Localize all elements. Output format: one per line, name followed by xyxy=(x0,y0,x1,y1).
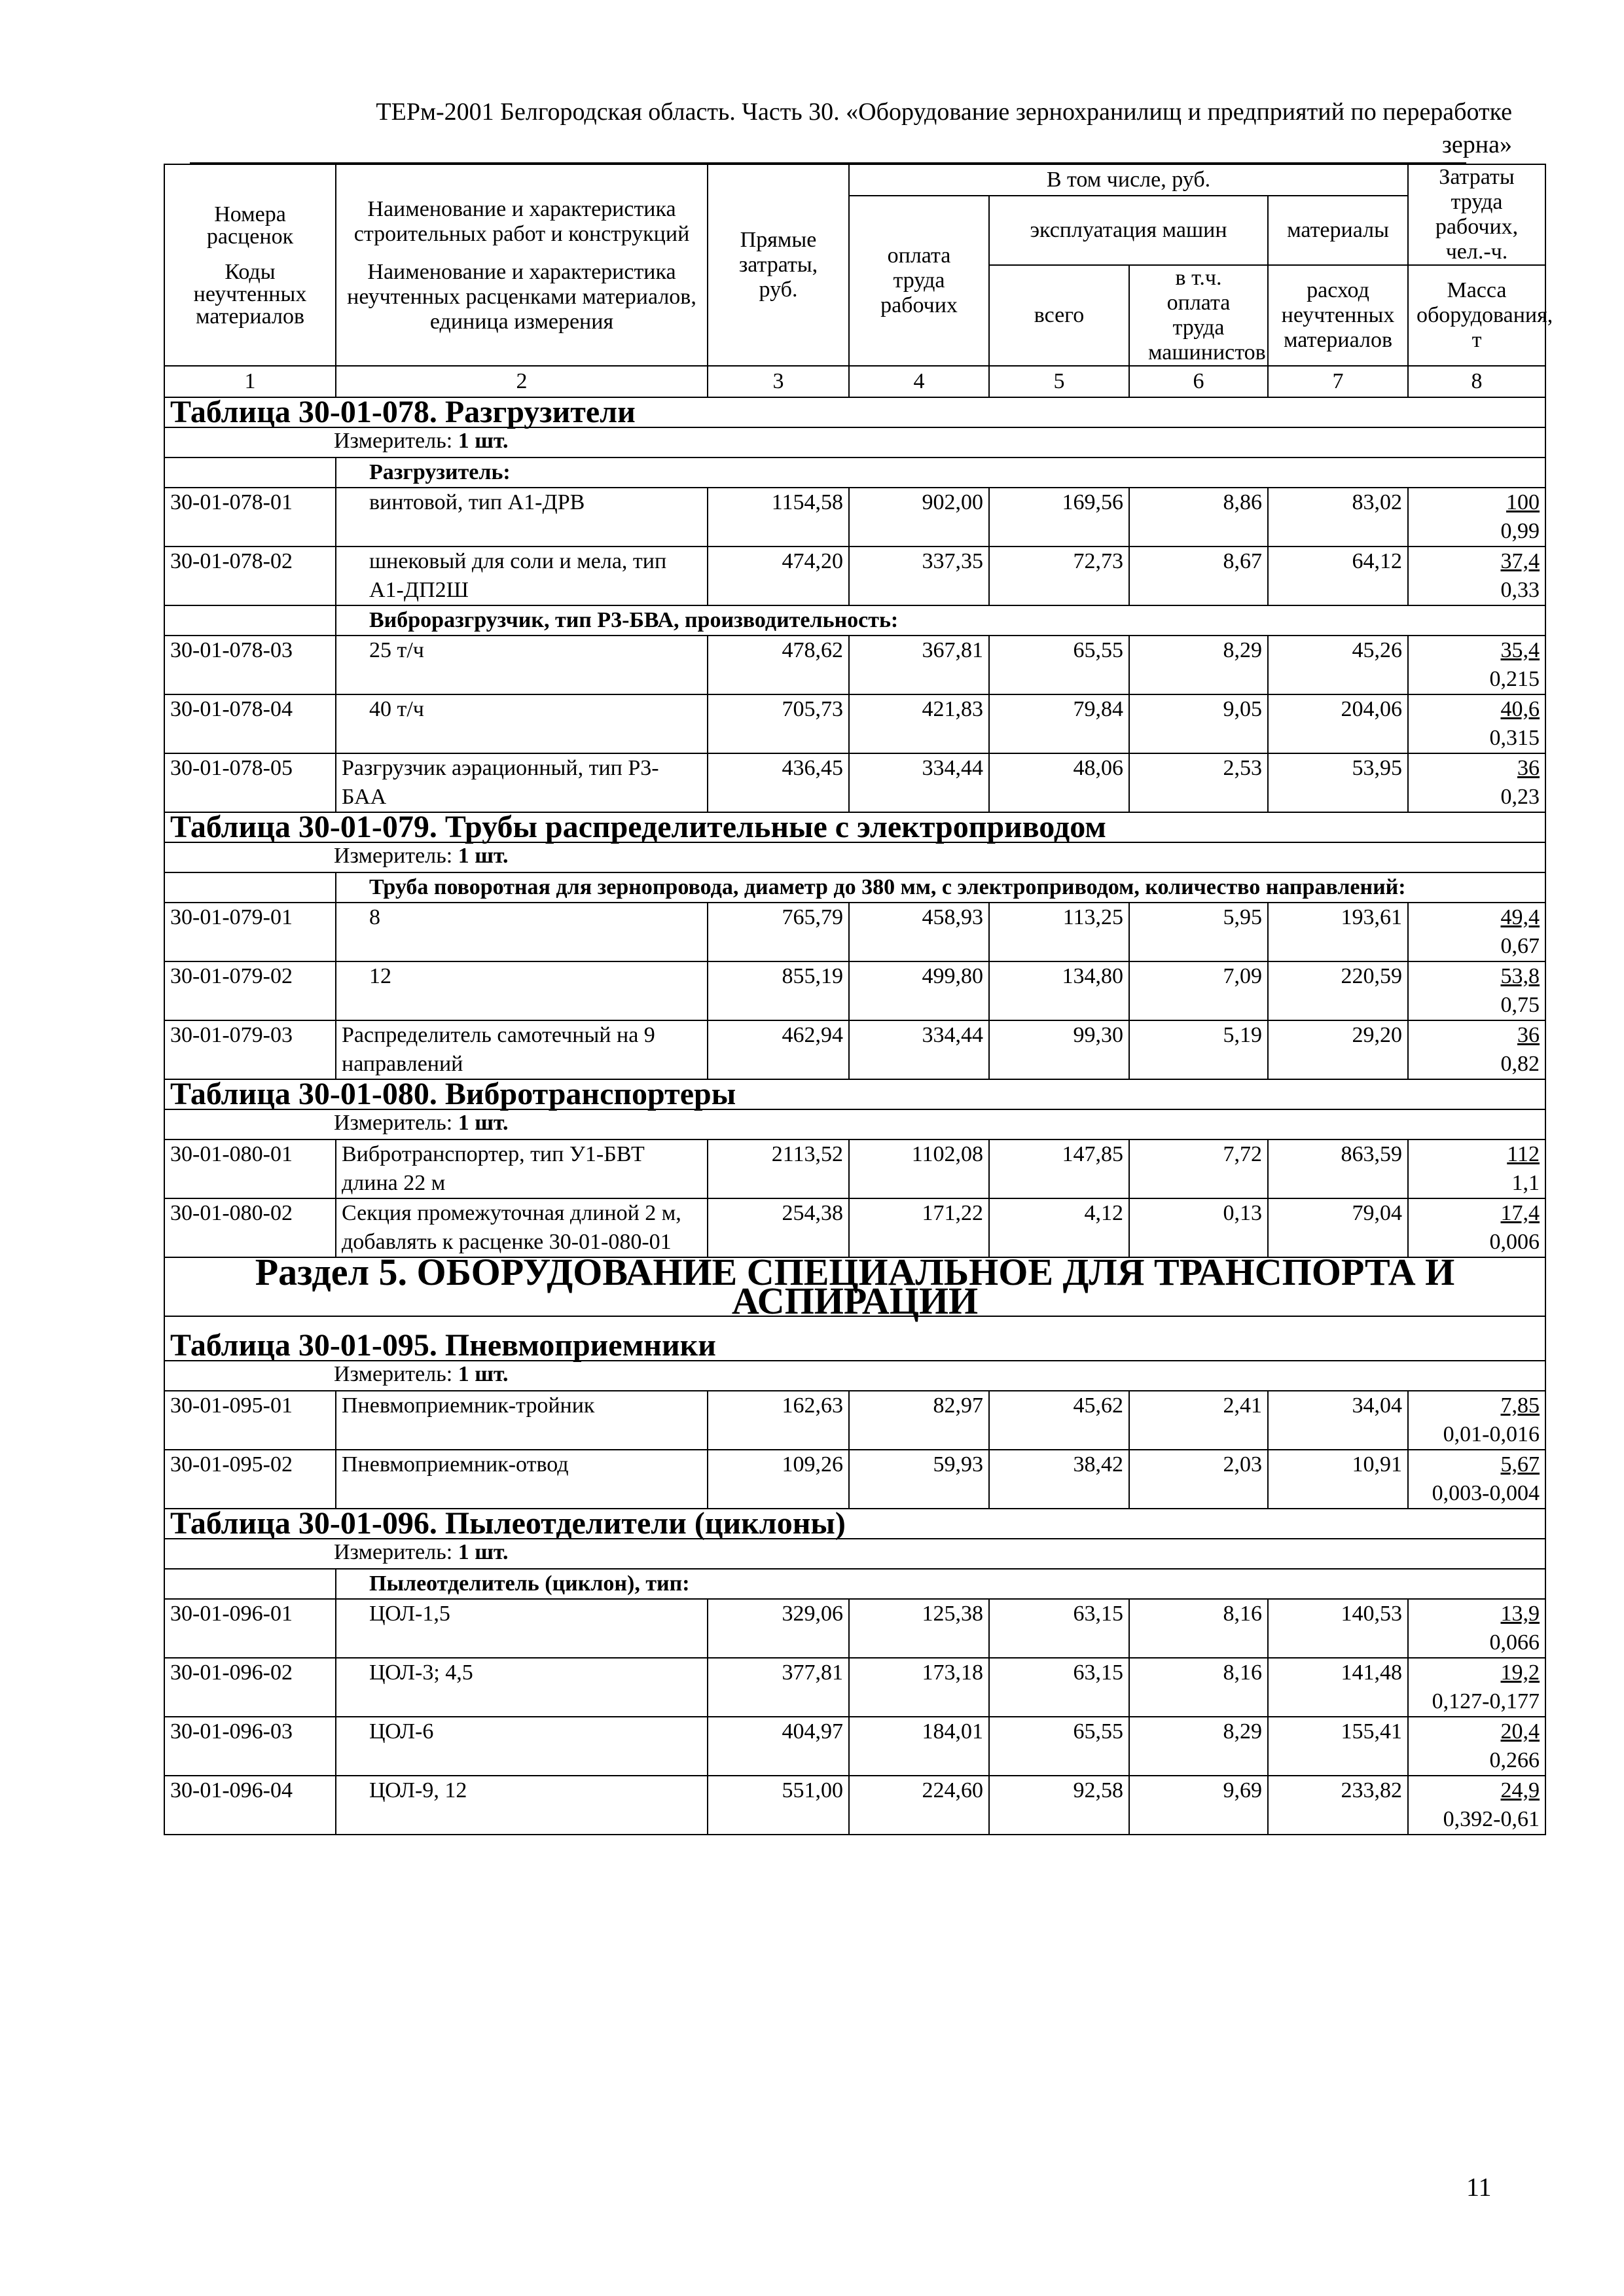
materials-header: материалы xyxy=(1268,196,1408,265)
labor-mass-cell xyxy=(1408,488,1545,547)
work-name: Распределитель самотечный на 9 направлений xyxy=(336,1020,708,1079)
table-title: Таблица 30-01-096. Пылеотделители (циклоны) xyxy=(164,1509,1545,1539)
value-c5: 92,58 xyxy=(989,1776,1129,1835)
value-c7: 83,02 xyxy=(1268,488,1408,547)
measure-row xyxy=(164,427,1545,457)
value-c5: 45,62 xyxy=(989,1391,1129,1450)
value-c6: 8,86 xyxy=(1129,488,1268,547)
measure-value: 1 шт. xyxy=(458,844,509,868)
value-c7: 204,06 xyxy=(1268,694,1408,753)
labor-mass-cell xyxy=(1408,1391,1545,1450)
value-c6: 8,16 xyxy=(1129,1658,1268,1717)
measure-cell xyxy=(164,1109,1545,1139)
table-row xyxy=(164,1020,1545,1079)
labor-mass-cell xyxy=(1408,1599,1545,1658)
labor-mass-cell xyxy=(1408,694,1545,753)
col-number: 7 xyxy=(1268,366,1408,397)
value-c7: 863,59 xyxy=(1268,1139,1408,1198)
rate-code: 30-01-096-02 xyxy=(164,1658,336,1717)
section-heading-row xyxy=(164,1257,1545,1316)
value-c7: 10,91 xyxy=(1268,1450,1408,1509)
equipment-mass: 0,127-0,177 xyxy=(1432,1689,1540,1713)
value-c5: 169,56 xyxy=(989,488,1129,547)
labor-mass-cell xyxy=(1408,1020,1545,1079)
measure-row xyxy=(164,842,1545,872)
work-name: ЦОЛ-9, 12 xyxy=(336,1776,708,1835)
group-code-cell xyxy=(164,457,336,488)
measure-label: Измеритель: xyxy=(334,844,458,868)
table-row xyxy=(164,961,1545,1020)
table-row xyxy=(164,1450,1545,1509)
equipment-mass: 0,315 xyxy=(1489,726,1540,750)
value-c3: 478,62 xyxy=(708,636,849,694)
value-c4: 1102,08 xyxy=(849,1139,989,1198)
value-c4: 171,22 xyxy=(849,1198,989,1257)
value-c5: 38,42 xyxy=(989,1450,1129,1509)
table-title-row xyxy=(164,397,1545,427)
work-name: Секция промежуточная длиной 2 м, добавлять к расценке 30-01-080-01 xyxy=(336,1198,708,1257)
table-row xyxy=(164,488,1545,547)
value-c6: 0,13 xyxy=(1129,1198,1268,1257)
rate-code: 30-01-080-02 xyxy=(164,1198,336,1257)
measure-unit xyxy=(170,428,1540,457)
measure-unit xyxy=(170,1539,1540,1568)
work-name: шнековый для соли и мела, тип А1-ДП2Ш xyxy=(336,547,708,605)
equipment-mass: 0,01-0,016 xyxy=(1443,1422,1540,1446)
rate-code: 30-01-078-01 xyxy=(164,488,336,547)
work-name: 8 xyxy=(336,903,708,961)
group-code-cell xyxy=(164,605,336,636)
price-table xyxy=(164,164,1553,1835)
work-name: винтовой, тип А1-ДРВ xyxy=(336,488,708,547)
value-c5: 99,30 xyxy=(989,1020,1129,1079)
value-c3: 377,81 xyxy=(708,1658,849,1717)
labor-cost: 7,85 xyxy=(1500,1393,1540,1418)
col-3-header: Прямые затраты, руб. xyxy=(708,164,849,366)
value-c4: 337,35 xyxy=(849,547,989,605)
value-c3: 551,00 xyxy=(708,1776,849,1835)
table-row xyxy=(164,694,1545,753)
work-name: ЦОЛ-3; 4,5 xyxy=(336,1658,708,1717)
col-5-header: всего xyxy=(989,265,1129,366)
col-1-subtitle: Коды неучтенных материалов xyxy=(193,260,307,329)
work-name: ЦОЛ-6 xyxy=(336,1717,708,1776)
value-c3: 1154,58 xyxy=(708,488,849,547)
labor-mass-cell xyxy=(1408,961,1545,1020)
value-c5: 48,06 xyxy=(989,753,1129,812)
equipment-mass: 0,006 xyxy=(1489,1230,1540,1254)
value-c4: 125,38 xyxy=(849,1599,989,1658)
measure-row xyxy=(164,1539,1545,1569)
labor-mass-cell xyxy=(1408,903,1545,961)
equipment-mass: 0,23 xyxy=(1500,785,1540,809)
value-c6: 2,03 xyxy=(1129,1450,1268,1509)
labor-cost: 17,4 xyxy=(1500,1201,1540,1225)
col-1-title: Номера расценок xyxy=(206,202,294,249)
col-8-header-top: Затраты труда рабочих, чел.-ч. xyxy=(1408,164,1545,265)
labor-cost: 24,9 xyxy=(1500,1778,1540,1803)
group-code-cell xyxy=(164,1569,336,1599)
table-row xyxy=(164,1198,1545,1257)
equipment-mass: 0,392-0,61 xyxy=(1443,1807,1540,1831)
value-c5: 63,15 xyxy=(989,1658,1129,1717)
table-row xyxy=(164,1139,1545,1198)
labor-cost: 49,4 xyxy=(1500,905,1540,929)
value-c3: 462,94 xyxy=(708,1020,849,1079)
measure-unit xyxy=(170,1361,1540,1390)
value-c6: 7,72 xyxy=(1129,1139,1268,1198)
equipment-mass: 0,33 xyxy=(1500,578,1540,602)
labor-mass-cell xyxy=(1408,1139,1545,1198)
rate-code: 30-01-078-03 xyxy=(164,636,336,694)
group-row xyxy=(164,872,1545,903)
equipment-mass: 0,99 xyxy=(1500,519,1540,543)
table-row xyxy=(164,1658,1545,1717)
group-row xyxy=(164,605,1545,636)
work-name: Разгрузчик аэрационный, тип Р3-БАА xyxy=(336,753,708,812)
value-c7: 193,61 xyxy=(1268,903,1408,961)
value-c3: 765,79 xyxy=(708,903,849,961)
value-c5: 72,73 xyxy=(989,547,1129,605)
table-row xyxy=(164,903,1545,961)
equipment-mass: 0,266 xyxy=(1489,1748,1540,1772)
value-c3: 254,38 xyxy=(708,1198,849,1257)
value-c5: 113,25 xyxy=(989,903,1129,961)
measure-cell xyxy=(164,1361,1545,1391)
equipment-mass: 0,82 xyxy=(1500,1052,1540,1076)
labor-mass-cell xyxy=(1408,1776,1545,1835)
work-name: 12 xyxy=(336,961,708,1020)
rate-code: 30-01-079-02 xyxy=(164,961,336,1020)
value-c7: 155,41 xyxy=(1268,1717,1408,1776)
group-row xyxy=(164,457,1545,488)
value-c7: 141,48 xyxy=(1268,1658,1408,1717)
measure-unit xyxy=(170,843,1540,872)
measure-label: Измеритель: xyxy=(334,1362,458,1386)
labor-mass-cell xyxy=(1408,1717,1545,1776)
col-1-header xyxy=(164,164,336,366)
column-header-row xyxy=(164,164,1545,196)
work-name: Пневмоприемник-тройник xyxy=(336,1391,708,1450)
col-number: 5 xyxy=(989,366,1129,397)
col-number: 1 xyxy=(164,366,336,397)
labor-mass-cell xyxy=(1408,1658,1545,1717)
table-title-row xyxy=(164,1316,1545,1361)
value-c4: 367,81 xyxy=(849,636,989,694)
table-row xyxy=(164,636,1545,694)
value-c6: 9,05 xyxy=(1129,694,1268,753)
table-row xyxy=(164,1717,1545,1776)
value-c4: 458,93 xyxy=(849,903,989,961)
rate-code: 30-01-079-01 xyxy=(164,903,336,961)
labor-mass-cell xyxy=(1408,1450,1545,1509)
value-c5: 65,55 xyxy=(989,1717,1129,1776)
column-number-row xyxy=(164,366,1545,397)
value-c3: 162,63 xyxy=(708,1391,849,1450)
table-row xyxy=(164,1599,1545,1658)
col-number: 8 xyxy=(1408,366,1545,397)
value-c5: 65,55 xyxy=(989,636,1129,694)
equipment-mass: 0,75 xyxy=(1500,993,1540,1017)
work-name: ЦОЛ-1,5 xyxy=(336,1599,708,1658)
labor-cost: 13,9 xyxy=(1500,1602,1540,1626)
value-c7: 45,26 xyxy=(1268,636,1408,694)
labor-cost: 100 xyxy=(1506,490,1540,514)
included-header: В том числе, руб. xyxy=(849,164,1408,196)
measure-cell xyxy=(164,842,1545,872)
measure-label: Измеритель: xyxy=(334,1540,458,1564)
value-c7: 53,95 xyxy=(1268,753,1408,812)
col-2-title: Наименование и характеристика строительных работ и конструкций xyxy=(353,197,690,246)
header-line-1: ТЕРм-2001 Белгородская область. Часть 30. «Оборудование зернохранилищ и предприятий по переработке xyxy=(376,98,1512,126)
col-7-header: расход неучтенных материалов xyxy=(1268,265,1408,366)
rate-code: 30-01-078-05 xyxy=(164,753,336,812)
rate-code: 30-01-095-02 xyxy=(164,1450,336,1509)
table-title: Таблица 30-01-079. Трубы распределительные с электроприводом xyxy=(164,812,1545,842)
col-4-header: оплата труда рабочих xyxy=(849,196,989,366)
labor-mass-cell xyxy=(1408,547,1545,605)
value-c3: 329,06 xyxy=(708,1599,849,1658)
rate-code: 30-01-096-04 xyxy=(164,1776,336,1835)
measure-cell xyxy=(164,427,1545,457)
group-label: Труба поворотная для зернопровода, диаметр до 380 мм, с электроприводом, количество направлений: xyxy=(336,872,1545,903)
table-title: Таблица 30-01-095. Пневмоприемники xyxy=(164,1316,1545,1361)
page-header xyxy=(164,96,1512,161)
table-row xyxy=(164,1776,1545,1835)
group-label: Разгрузитель: xyxy=(336,457,1545,488)
equipment-mass: 1,1 xyxy=(1511,1171,1540,1195)
work-name: 40 т/ч xyxy=(336,694,708,753)
value-c7: 79,04 xyxy=(1268,1198,1408,1257)
labor-mass-cell xyxy=(1408,753,1545,812)
value-c6: 7,09 xyxy=(1129,961,1268,1020)
value-c3: 436,45 xyxy=(708,753,849,812)
col-2-subtitle: Наименование и характеристика неучтенных расценками материалов, единица измерения xyxy=(347,260,696,334)
measure-unit xyxy=(170,1110,1540,1139)
labor-cost: 53,8 xyxy=(1500,964,1540,988)
table-title-row xyxy=(164,812,1545,842)
rate-code: 30-01-096-03 xyxy=(164,1717,336,1776)
group-code-cell xyxy=(164,872,336,903)
value-c5: 63,15 xyxy=(989,1599,1129,1658)
value-c6: 8,29 xyxy=(1129,636,1268,694)
value-c6: 8,67 xyxy=(1129,547,1268,605)
value-c3: 109,26 xyxy=(708,1450,849,1509)
labor-cost: 36 xyxy=(1517,1023,1540,1047)
table-title-row xyxy=(164,1079,1545,1109)
value-c6: 8,29 xyxy=(1129,1717,1268,1776)
page-number: 11 xyxy=(1466,2172,1492,2202)
value-c3: 855,19 xyxy=(708,961,849,1020)
value-c6: 9,69 xyxy=(1129,1776,1268,1835)
rate-code: 30-01-080-01 xyxy=(164,1139,336,1198)
group-label: Виброразгрузчик, тип Р3-БВА, производительность: xyxy=(336,605,1545,636)
value-c5: 134,80 xyxy=(989,961,1129,1020)
rate-code: 30-01-079-03 xyxy=(164,1020,336,1079)
table-row xyxy=(164,547,1545,605)
labor-cost: 36 xyxy=(1517,756,1540,780)
value-c6: 8,16 xyxy=(1129,1599,1268,1658)
table-title: Таблица 30-01-078. Разгрузители xyxy=(164,397,1545,427)
table-title: Таблица 30-01-080. Вибротранспортеры xyxy=(164,1079,1545,1109)
labor-cost: 19,2 xyxy=(1500,1660,1540,1685)
value-c5: 147,85 xyxy=(989,1139,1129,1198)
col-2-header xyxy=(336,164,708,366)
measure-value: 1 шт. xyxy=(458,1540,509,1564)
value-c7: 34,04 xyxy=(1268,1391,1408,1450)
value-c3: 2113,52 xyxy=(708,1139,849,1198)
value-c6: 5,19 xyxy=(1129,1020,1268,1079)
labor-cost: 112 xyxy=(1507,1142,1540,1166)
col-8-header-bottom: Масса оборудования, т xyxy=(1408,265,1545,366)
value-c6: 5,95 xyxy=(1129,903,1268,961)
header-line-2: зерна» xyxy=(1441,131,1512,158)
labor-cost: 35,4 xyxy=(1500,638,1540,662)
equipment-mass: 0,066 xyxy=(1489,1630,1540,1655)
col-number: 2 xyxy=(336,366,708,397)
value-c5: 4,12 xyxy=(989,1198,1129,1257)
col-number: 4 xyxy=(849,366,989,397)
labor-cost: 37,4 xyxy=(1500,549,1540,573)
value-c4: 184,01 xyxy=(849,1717,989,1776)
value-c4: 421,83 xyxy=(849,694,989,753)
value-c5: 79,84 xyxy=(989,694,1129,753)
value-c4: 224,60 xyxy=(849,1776,989,1835)
value-c6: 2,53 xyxy=(1129,753,1268,812)
group-label: Пылеотделитель (циклон), тип: xyxy=(336,1569,1545,1599)
measure-value: 1 шт. xyxy=(458,1362,509,1386)
rate-code: 30-01-078-02 xyxy=(164,547,336,605)
value-c6: 2,41 xyxy=(1129,1391,1268,1450)
rate-code: 30-01-078-04 xyxy=(164,694,336,753)
value-c4: 334,44 xyxy=(849,753,989,812)
value-c4: 82,97 xyxy=(849,1391,989,1450)
machines-header: эксплуатация машин xyxy=(989,196,1268,265)
table-row xyxy=(164,753,1545,812)
section-heading: Раздел 5. ОБОРУДОВАНИЕ СПЕЦИАЛЬНОЕ ДЛЯ ТРАНСПОРТА И АСПИРАЦИИ xyxy=(164,1257,1545,1316)
measure-label: Измеритель: xyxy=(334,1111,458,1135)
value-c3: 404,97 xyxy=(708,1717,849,1776)
measure-value: 1 шт. xyxy=(458,1111,509,1135)
labor-cost: 40,6 xyxy=(1500,697,1540,721)
equipment-mass: 0,67 xyxy=(1500,934,1540,958)
equipment-mass: 0,003-0,004 xyxy=(1432,1481,1540,1505)
work-name: Вибротранспортер, тип У1-БВТ длина 22 м xyxy=(336,1139,708,1198)
rate-code: 30-01-096-01 xyxy=(164,1599,336,1658)
labor-cost: 5,67 xyxy=(1500,1452,1540,1477)
value-c4: 59,93 xyxy=(849,1450,989,1509)
price-table-frame xyxy=(164,164,1553,2121)
value-c4: 902,00 xyxy=(849,488,989,547)
labor-cost: 20,4 xyxy=(1500,1719,1540,1744)
value-c4: 499,80 xyxy=(849,961,989,1020)
measure-row xyxy=(164,1109,1545,1139)
value-c7: 233,82 xyxy=(1268,1776,1408,1835)
value-c4: 173,18 xyxy=(849,1658,989,1717)
labor-mass-cell xyxy=(1408,636,1545,694)
col-6-header: в т.ч. оплата труда машинистов xyxy=(1129,265,1268,366)
col-number: 6 xyxy=(1129,366,1268,397)
value-c4: 334,44 xyxy=(849,1020,989,1079)
value-c7: 220,59 xyxy=(1268,961,1408,1020)
measure-label: Измеритель: xyxy=(334,429,458,453)
measure-row xyxy=(164,1361,1545,1391)
table-row xyxy=(164,1391,1545,1450)
measure-cell xyxy=(164,1539,1545,1569)
measure-value: 1 шт. xyxy=(458,429,509,453)
work-name: Пневмоприемник-отвод xyxy=(336,1450,708,1509)
work-name: 25 т/ч xyxy=(336,636,708,694)
labor-mass-cell xyxy=(1408,1198,1545,1257)
value-c3: 474,20 xyxy=(708,547,849,605)
rate-code: 30-01-095-01 xyxy=(164,1391,336,1450)
value-c7: 140,53 xyxy=(1268,1599,1408,1658)
group-row xyxy=(164,1569,1545,1599)
value-c7: 64,12 xyxy=(1268,547,1408,605)
value-c3: 705,73 xyxy=(708,694,849,753)
table-title-row xyxy=(164,1509,1545,1539)
equipment-mass: 0,215 xyxy=(1489,667,1540,691)
value-c7: 29,20 xyxy=(1268,1020,1408,1079)
col-number: 3 xyxy=(708,366,849,397)
